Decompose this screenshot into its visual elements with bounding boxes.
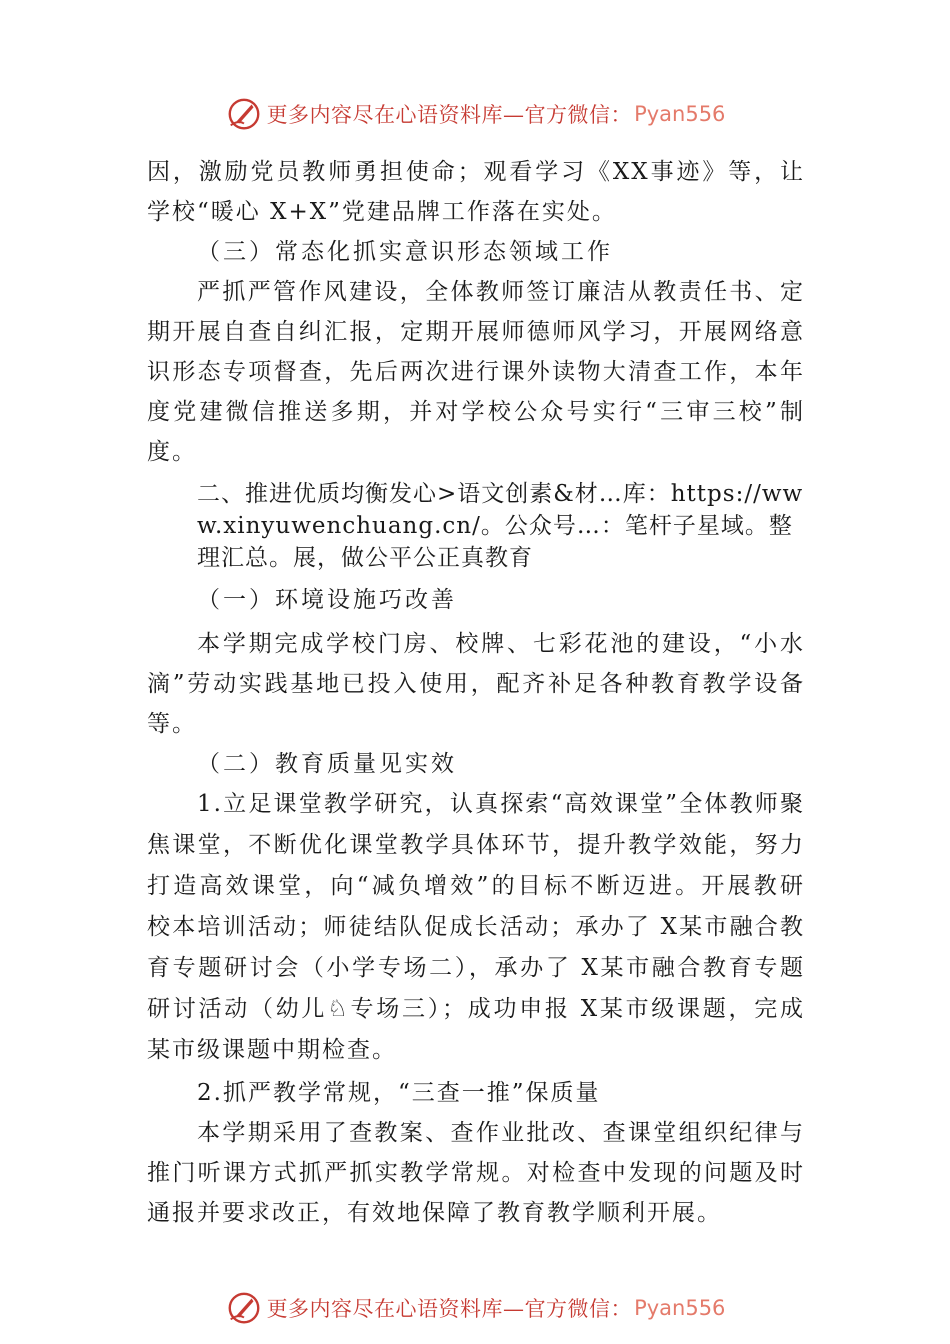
banner-wechat-label: 官方微信： xyxy=(524,103,633,127)
paragraph-1: 因，激励党员教师勇担使命；观看学习《XX事迹》等，让学校“暖心 X+X”党建品牌工作落在实处。 xyxy=(147,159,805,225)
paragraph-2: 严抓严管作风建设，全体教师签订廉洁从教责任书、定期开展自查自纠汇报，定期开展师德师风学习，开展网络意识形态专项督查，先后两次进行课外读物大清查工作，本年度党建微信推送多期，并对学校公众号实行“三审三校”制度。 xyxy=(147,279,805,465)
heading-two: （二）教育质量见实效 xyxy=(197,751,457,777)
banner-text: 更多内容尽在心语资料库— xyxy=(266,1297,525,1321)
quill-pen-badge-icon xyxy=(225,95,263,133)
paragraph-4: 1.立足课堂教学研究，认真探索“高效课堂”全体教师聚焦课堂，不断优化课堂教学具体环节，提升教学效能，努力打造高效课堂，向“减负增效”的目标不断迈进。开展教研 校本培训活动；师徒结队促成长活动；承办了 X某市融合教育专题研讨会（小学专场二），承办了 X某市融合教育专题研讨活动（幼儿♘专场三）；成功申报 X某市级课题，完成某市级课题中期检查。 xyxy=(147,791,805,1063)
paragraph-3: 本学期完成学校门房、校牌、七彩花池的建设，“小水滴”劳动实践基地已投入使用，配齐补足各种教育教学设备等。 xyxy=(147,631,805,737)
paragraph-5-title: 2.抓严教学常规，“三查一推”保质量 xyxy=(197,1080,601,1106)
paragraph-6: 本学期采用了查教案、查作业批改、查课堂组织纪律与推门听课方式抓严抓实教学常规。对检查中发现的问题及时通报并要求改正，有效地保障了教育教学顺利开展。 xyxy=(147,1120,805,1226)
heading-three: （三）常态化抓实意识形态领域工作 xyxy=(197,239,613,265)
document-body xyxy=(147,152,805,1233)
banner-wechat-id: Pyan556 xyxy=(634,102,726,126)
header-banner xyxy=(0,94,950,134)
banner-wechat-label: 官方微信： xyxy=(524,1297,633,1321)
heading-one: （一）环境设施巧改善 xyxy=(197,587,457,613)
quill-pen-badge-icon xyxy=(225,1289,263,1327)
banner-wechat-id: Pyan556 xyxy=(634,1296,726,1320)
footer-banner xyxy=(0,1288,950,1328)
section-two-heading: 二、推进优质均衡发心>语文创素&材…库：https://www.xinyuwenchuang.cn/。公众号…：笔杆子星域。整理汇总。展，做公平公正真教育 xyxy=(197,481,804,571)
banner-text: 更多内容尽在心语资料库— xyxy=(266,103,525,127)
